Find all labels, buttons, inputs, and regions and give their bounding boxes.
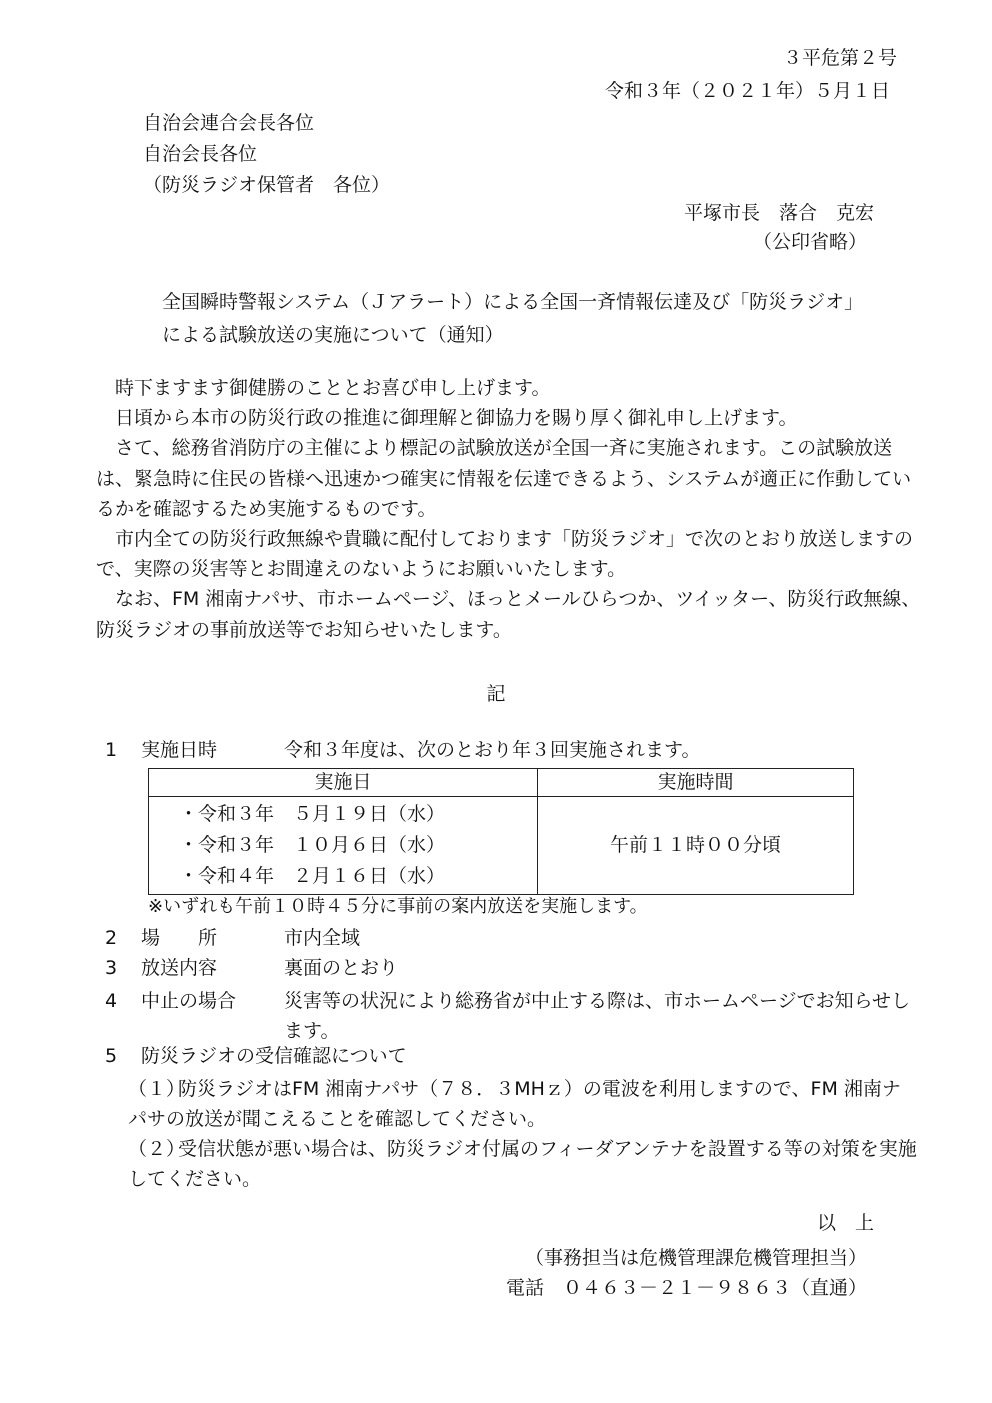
contact-phone: 電話 ０４６３－２１－９８６３（直通） xyxy=(505,1277,867,1299)
time-cell: 午前１１時００分頃 xyxy=(538,797,854,895)
sub-item-1 xyxy=(128,1074,918,1134)
item-description: 裏面のとおり xyxy=(284,957,399,979)
column-header-time: 実施時間 xyxy=(538,769,854,797)
date-entry: ・令和３年 ５月１９日（水） xyxy=(179,803,446,825)
document-date: 令和３年（２０２１年）５月１日 xyxy=(604,80,890,102)
table-header-row xyxy=(149,769,854,797)
item-label: 実施日時 xyxy=(141,739,218,761)
item-label: 防災ラジオの受信確認について xyxy=(141,1045,407,1067)
date-entry: ・令和４年 ２月１６日（水） xyxy=(179,865,446,887)
sub-item-mark: （２） xyxy=(128,1138,186,1160)
item-description: 令和３年度は、次のとおり年３回実施されます。 xyxy=(284,739,701,761)
item-number: 2 xyxy=(105,927,118,949)
date-cell xyxy=(149,797,538,895)
item-5 xyxy=(105,1044,407,1070)
recipient-line: 自治会連合会長各位 xyxy=(143,112,315,134)
item-label: 場 所 xyxy=(141,927,218,949)
item-2 xyxy=(105,926,360,952)
table-row xyxy=(149,797,854,895)
body-paragraph: 日頃から本市の防災行政の推進に御理解と御協力を賜り厚く御礼申し上げます。 xyxy=(115,407,798,430)
body-paragraph: さて、総務省消防庁の主催により標記の試験放送が全国一斉に実施されます。この試験放送は、緊急時に住民の皆様へ迅速かつ確実に情報を伝達できるよう、システムが適正に作動しているかを確認するため実施するものです。 xyxy=(96,437,912,520)
sub-item-text: 防災ラジオはFM 湘南ナパサ（７８．３MHｚ）の電波を利用しますので、FM 湘南ナパサの放送が聞こえることを確認してください。 xyxy=(128,1078,901,1130)
recipient-line: （防災ラジオ保管者 各位） xyxy=(143,174,391,196)
item-number: 4 xyxy=(105,990,118,1012)
sub-item-mark: （１） xyxy=(128,1078,186,1100)
item-4 xyxy=(105,986,914,1046)
column-header-date: 実施日 xyxy=(149,769,538,797)
date-entry: ・令和３年 １０月６日（水） xyxy=(179,834,446,856)
body-paragraph: 市内全ての防災行政無線や貴職に配付しております「防災ラジオ」で次のとおり放送しますので、実際の災害等とお間違えのないようにお願いいたします。 xyxy=(96,528,914,581)
recipient-line: 自治会長各位 xyxy=(143,143,258,165)
schedule-table xyxy=(148,768,854,895)
document-subject: 全国瞬時警報システム（Ｊアラート）による全国一斉情報伝達及び「防災ラジオ」による試験放送の実施について（通知） xyxy=(162,291,864,346)
item-description: 災害等の状況により総務省が中止する際は、市ホームページでお知らせします。 xyxy=(284,990,911,1042)
contact-department: （事務担当は危機管理課危機管理担当） xyxy=(524,1247,867,1269)
ki-heading: 記 xyxy=(486,683,506,705)
sub-item-2 xyxy=(128,1134,918,1194)
item-3 xyxy=(105,956,398,982)
item-number: 5 xyxy=(105,1045,118,1067)
sender-name: 平塚市長 落合 克宏 xyxy=(683,202,874,224)
seal-note: （公印省略） xyxy=(752,231,867,253)
sub-item-text: 受信状態が悪い場合は、防災ラジオ付属のフィーダアンテナを設置する等の対策を実施してください。 xyxy=(128,1138,917,1190)
body-paragraph: なお、FM 湘南ナパサ、市ホームページ、ほっとメールひらつか、ツイッター、防災行政無線、防災ラジオの事前放送等でお知らせいたします。 xyxy=(96,588,921,641)
document-number: ３平危第２号 xyxy=(782,47,897,69)
closing-mark: 以 上 xyxy=(816,1212,874,1234)
item-number: 3 xyxy=(105,957,118,979)
body-paragraph: 時下ますます御健勝のこととお喜び申し上げます。 xyxy=(115,377,551,399)
document-body xyxy=(96,373,926,645)
item-label: 中止の場合 xyxy=(141,990,237,1012)
item-number: 1 xyxy=(105,739,118,761)
schedule-note: ※いずれも午前１０時４５分に事前の案内放送を実施します。 xyxy=(148,896,648,917)
item-description: 市内全域 xyxy=(284,927,361,949)
item-1 xyxy=(105,738,700,764)
item-label: 放送内容 xyxy=(141,957,218,979)
recipients xyxy=(143,108,390,201)
